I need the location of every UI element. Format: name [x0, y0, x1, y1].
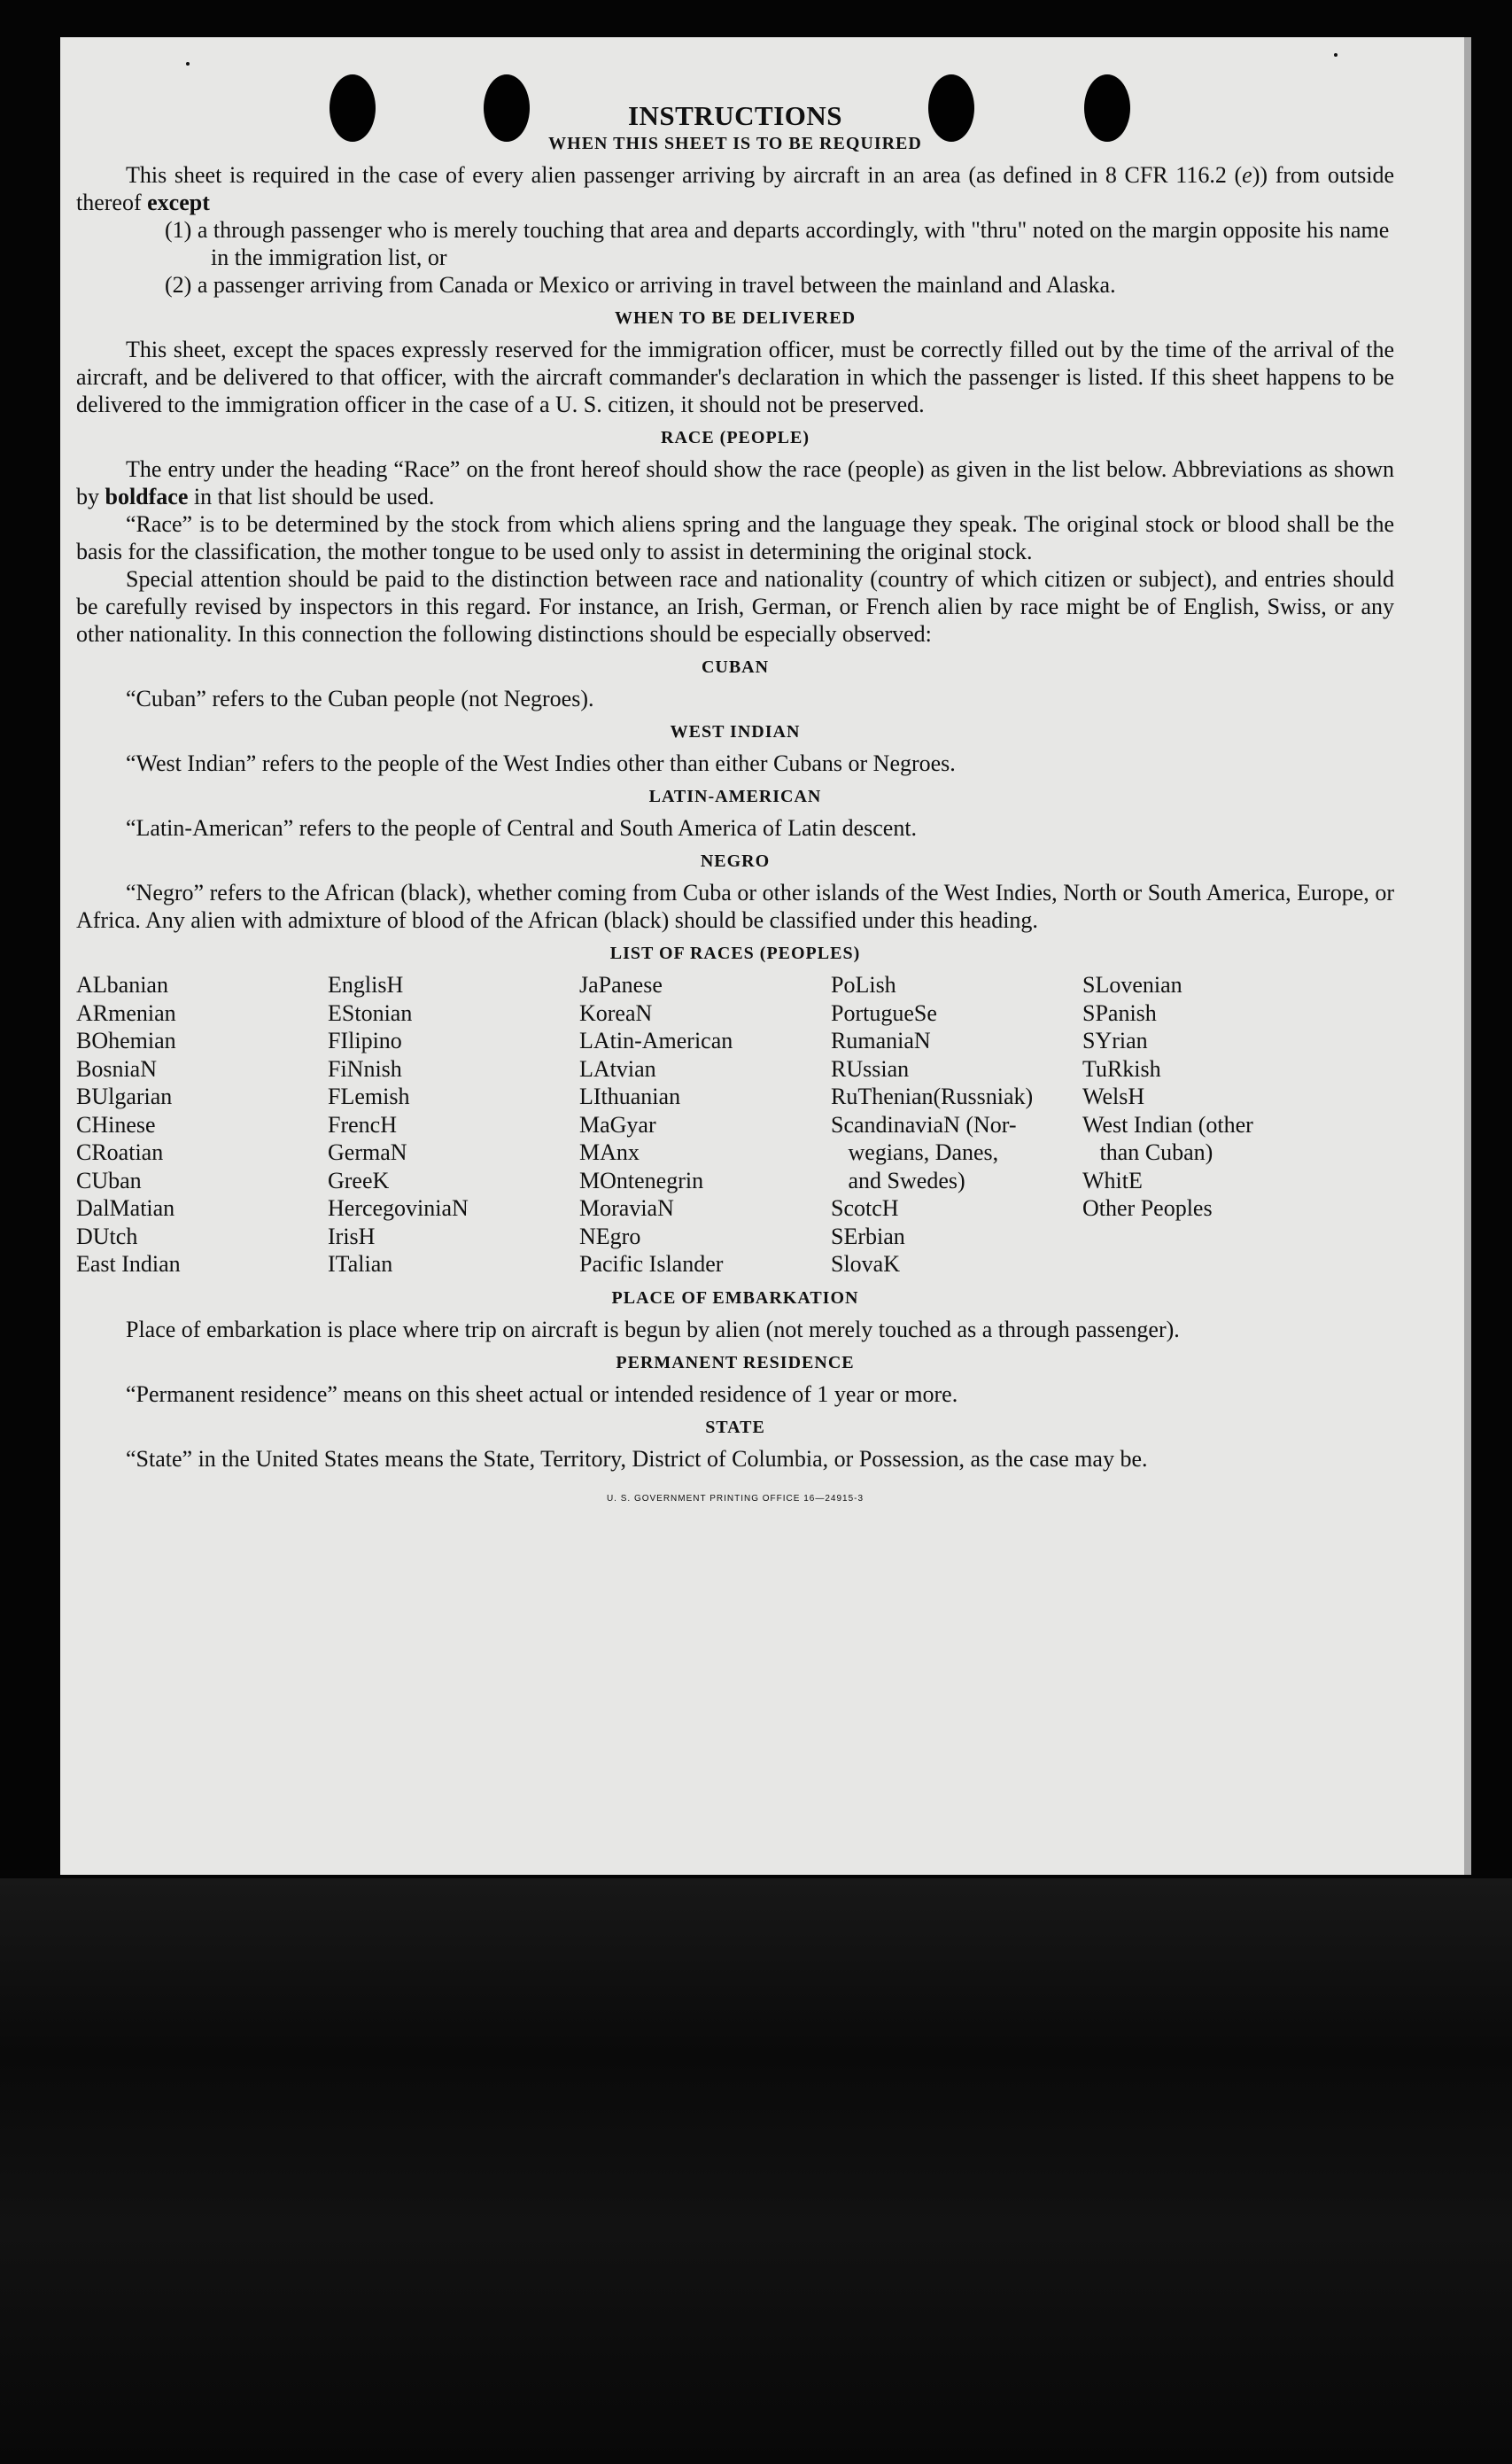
race-entry: CHinese	[76, 1111, 156, 1138]
race-paragraph-3: Special attention should be paid to the distinction between race and nationality (country of which citizen or subject), and entries should be carefully revised by inspectors in this regard. For instance, an Irish, German, or French alien by race might be of English, Swiss, or any other nationality. In this connection the following distinctions should be especially observed:	[76, 566, 1394, 647]
scan-speck	[1334, 53, 1338, 57]
section-heading-when-delivered: WHEN TO BE DELIVERED	[614, 308, 857, 328]
race-paragraph-1: The entry under the heading “Race” on the front hereof should show the race (people) as given in the list below. Abbreviations as shown by boldface in that list should be used.	[76, 456, 1394, 509]
section-heading-state: STATE	[705, 1417, 765, 1437]
race-entry: SlovaK	[831, 1251, 900, 1277]
race-entry: East Indian	[76, 1251, 181, 1277]
exception-item-2: (2) a passenger arriving from Canada or Mexico or arriving in travel between the mainland and Alaska.	[165, 272, 1116, 298]
race-entry: RuThenian(Russniak)	[831, 1084, 1034, 1109]
scan-background	[0, 1878, 1512, 2464]
race-entry: DUtch	[76, 1223, 138, 1249]
race-entry: and Swedes)	[831, 1167, 965, 1193]
races-column	[1082, 971, 1394, 1279]
race-entry: wegians, Danes,	[831, 1139, 999, 1165]
race-entry: FiNnish	[328, 1055, 402, 1082]
embarkation-text: Place of embarkation is place where trip on aircraft is begun by alien (not merely touched as a through passenger).	[126, 1316, 1180, 1342]
race-entry: ScandinaviaN (Nor-	[831, 1111, 1017, 1138]
race-entry: TuRkish	[1082, 1055, 1161, 1082]
section-heading-latin-american: LATIN-AMERICAN	[648, 787, 822, 806]
race-entry: RUssian	[831, 1055, 910, 1082]
races-list	[76, 971, 1394, 1279]
race-entry: DalMatian	[76, 1195, 175, 1221]
race-entry: BUlgarian	[76, 1084, 173, 1109]
race-entry: GermaN	[328, 1139, 407, 1165]
section-heading-race: RACE (PEOPLE)	[661, 428, 810, 447]
races-column	[831, 971, 1082, 1279]
race-entry: CUban	[76, 1167, 142, 1193]
races-column	[328, 971, 579, 1279]
race-entry: West Indian (other	[1082, 1111, 1253, 1138]
race-entry: RumaniaN	[831, 1028, 931, 1053]
section-heading-residence: PERMANENT RESIDENCE	[616, 1352, 855, 1372]
race-entry: HercegoviniaN	[328, 1195, 469, 1221]
race-entry: MaGyar	[579, 1111, 656, 1138]
race-entry: BosniaN	[76, 1055, 157, 1082]
races-column	[579, 971, 831, 1279]
race-entry: FLemish	[328, 1084, 410, 1109]
race-entry: NEgro	[579, 1223, 641, 1249]
instructions-content	[76, 99, 1394, 1512]
race-entry: JaPanese	[579, 972, 663, 998]
race-entry: GreeK	[328, 1167, 390, 1193]
race-entry: LAtin-American	[579, 1028, 733, 1053]
race-entry: FrencH	[328, 1111, 397, 1138]
race-entry: SErbian	[831, 1223, 905, 1249]
race-entry: than Cuban)	[1082, 1139, 1213, 1165]
race-entry: ITalian	[328, 1251, 393, 1277]
printer-imprint: U. S. GOVERNMENT PRINTING OFFICE 16—24915-3	[606, 1493, 865, 1504]
scan-speck	[186, 62, 190, 66]
residence-text: “Permanent residence” means on this sheet actual or intended residence of 1 year or more.	[126, 1380, 958, 1407]
section-heading-list-of-races: LIST OF RACES (PEOPLES)	[609, 944, 861, 963]
race-entry: WelsH	[1082, 1084, 1145, 1109]
race-entry: SYrian	[1082, 1028, 1148, 1053]
section-heading-negro: NEGRO	[700, 851, 771, 871]
section-heading-when-required: WHEN THIS SHEET IS TO BE REQUIRED	[548, 134, 922, 153]
race-entry: ARmenian	[76, 999, 176, 1026]
race-entry: WhitE	[1082, 1167, 1143, 1193]
when-required-intro: This sheet is required in the case of every alien passenger arriving by aircraft in an area (as defined in 8 CFR 116.2 (e)) from outside thereof except	[76, 162, 1394, 215]
race-entry: KoreaN	[579, 999, 653, 1026]
section-heading-cuban: CUBAN	[701, 657, 770, 677]
race-entry: LIthuanian	[579, 1084, 681, 1109]
race-entry: PoLish	[831, 972, 896, 998]
race-entry: CRoatian	[76, 1139, 164, 1165]
races-column	[76, 971, 328, 1279]
race-entry: EnglisH	[328, 972, 404, 998]
section-heading-west-indian: WEST INDIAN	[670, 722, 801, 742]
race-entry: ScotcH	[831, 1195, 899, 1221]
race-entry: MAnx	[579, 1139, 640, 1165]
when-delivered-text: This sheet, except the spaces expressly reserved for the immigration officer, must be correctly filled out by the time of the arrival of the aircraft, and be delivered to that officer, with the aircraft commander's declaration in which the passenger is listed. If this sheet happens to be delivered to the immigration officer in the case of a U. S. citizen, it should not be preserved.	[76, 337, 1394, 417]
cuban-text: “Cuban” refers to the Cuban people (not Negroes).	[126, 686, 594, 711]
negro-text: “Negro” refers to the African (black), whether coming from Cuba or other islands of the West Indies, North or South America, Europe, or Africa. Any alien with admixture of blood of the African (black) should be classified under this heading.	[76, 880, 1394, 933]
race-entry: SLovenian	[1082, 972, 1182, 998]
race-entry: PortugueSe	[831, 999, 937, 1026]
race-entry: LAtvian	[579, 1055, 656, 1082]
latin-american-text: “Latin-American” refers to the people of Central and South America of Latin descent.	[126, 815, 918, 841]
section-heading-embarkation: PLACE OF EMBARKATION	[611, 1287, 859, 1308]
instruction-sheet	[60, 37, 1471, 1875]
state-text: “State” in the United States means the State, Territory, District of Columbia, or Possession, as the case may be.	[126, 1445, 1148, 1472]
race-entry: EStonian	[328, 999, 413, 1026]
race-entry: MOntenegrin	[579, 1167, 704, 1193]
race-entry: FIlipino	[328, 1028, 402, 1053]
race-paragraph-2: “Race” is to be determined by the stock from which aliens spring and the language they speak. The original stock or blood shall be the basis for the classification, the mother tongue to be used only to assist in determining the original stock.	[76, 511, 1394, 564]
west-indian-text: “West Indian” refers to the people of the West Indies other than either Cubans or Negroes.	[126, 750, 956, 776]
exception-item-1: (1) a through passenger who is merely touching that area and departs accordingly, with "thru" noted on the margin opposite his name in the immigration list, or	[165, 217, 1390, 270]
race-entry: MoraviaN	[579, 1195, 674, 1221]
race-entry: IrisH	[328, 1223, 376, 1249]
race-entry: ALbanian	[76, 972, 168, 998]
race-entry: BOhemian	[76, 1028, 176, 1053]
race-entry: Pacific Islander	[579, 1251, 724, 1277]
race-entry: SPanish	[1082, 999, 1157, 1026]
race-entry: Other Peoples	[1082, 1195, 1213, 1221]
page-title: INSTRUCTIONS	[627, 100, 842, 131]
